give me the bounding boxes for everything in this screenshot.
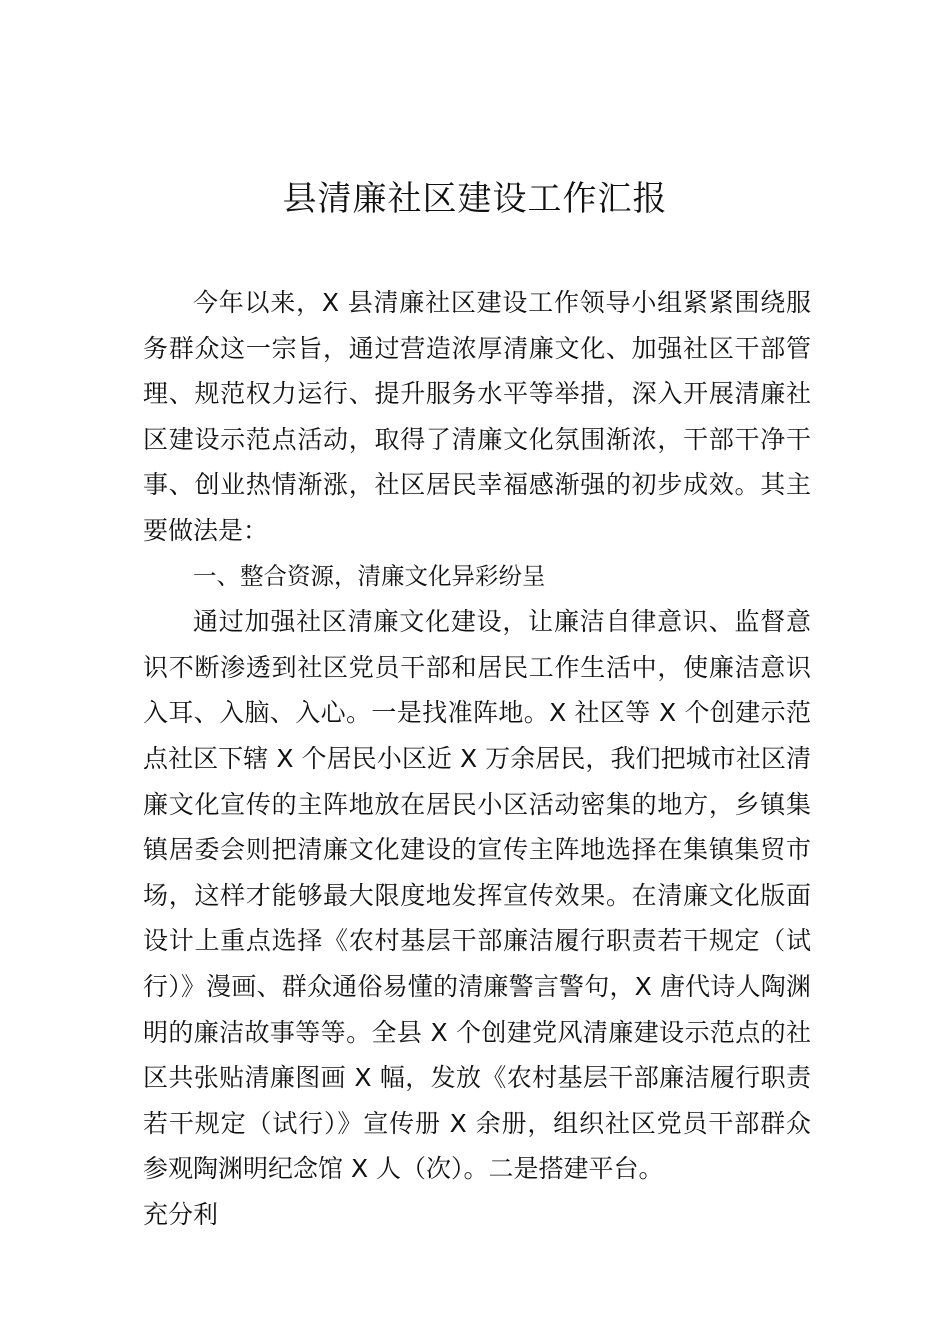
document-title: 县清廉社区建设工作汇报 (282, 179, 668, 219)
trailing-text: 充分利 (143, 1199, 219, 1229)
body-paragraph: 通过加强社区清廉文化建设，让廉洁自律意识、监督意识不断渗透到社区党员干部和居民工作生活中，使廉洁意识入耳、入脑、入心。一是找准阵地。X 社区等 X 个创建示范点社区下辖 X 个居民小区近 X 万余居民，我们把城市社区清廉文化宣传的主阵地放在居民小区活动密集的地方，乡镇集镇居委会则把清廉文化建设的宣传主阵地选择在集镇集贸市场，这样才能够最大限度地发挥宣传效果。在清廉文化版面设计上重点选择《农村基层干部廉洁履行职责若干规定（试行）》漫画、群众通俗易懂的清廉警言警句，X 唐代诗人陶渊明的廉洁故事等等。全县 X 个创建党风清廉建设示范点的社区共张贴清廉图画 X 幅，发放《农村基层干部廉洁履行职责若干规定（试行）》宣传册 X 余册，组织社区党员干部群众参观陶渊明纪念馆 X 人（次）。二是搭建平台。 (143, 607, 811, 1184)
section-heading: 一、整合资源，清廉文化异彩纷呈 (193, 561, 546, 590)
intro-paragraph: 今年以来，X 县清廉社区建设工作领导小组紧紧围绕服务群众这一宗旨，通过营造浓厚清廉文化、加强社区干部管理、规范权力运行、提升服务水平等举措，深入开展清廉社区建设示范点活动，取得了清廉文化氛围渐浓，干部干净干事、创业热情渐涨，社区居民幸福感渐强的初步成效。其主要做法是： (143, 288, 811, 545)
document-body (143, 280, 811, 1237)
